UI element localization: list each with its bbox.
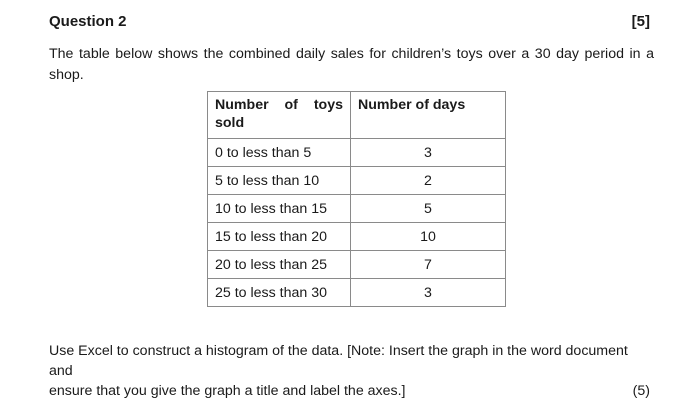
header-line-1 — [215, 96, 343, 114]
header-number-of-toys — [208, 92, 351, 139]
header-line-2: sold — [215, 115, 245, 131]
header-word: toys — [313, 97, 343, 113]
question-title: Question 2 — [49, 13, 127, 30]
sales-table — [207, 91, 506, 307]
days-count-cell: 5 — [351, 195, 506, 223]
table-header-row — [208, 92, 506, 139]
days-count-cell: 3 — [351, 279, 506, 307]
table-row — [208, 167, 506, 195]
table-row — [208, 139, 506, 167]
class-interval-cell: 10 to less than 15 — [208, 195, 351, 223]
class-interval-cell: 5 to less than 10 — [208, 167, 351, 195]
table-row — [208, 251, 506, 279]
table-row — [208, 279, 506, 307]
instruction-line-2: ensure that you give the graph a title and label the axes.] — [49, 383, 406, 399]
days-count-cell: 7 — [351, 251, 506, 279]
header-word: Number — [215, 97, 269, 113]
days-count-cell: 3 — [351, 139, 506, 167]
intro-text: The table below shows the combined daily sales for children’s toys over a 30 day period in a shop. — [49, 46, 654, 83]
class-interval-cell: 20 to less than 25 — [208, 251, 351, 279]
instruction-line-2-wrap — [49, 381, 650, 401]
table-row — [208, 223, 506, 251]
question-marks: [5] — [631, 13, 650, 30]
class-interval-cell: 25 to less than 30 — [208, 279, 351, 307]
days-count-cell: 2 — [351, 167, 506, 195]
instruction-text — [49, 341, 650, 401]
header-number-of-days: Number of days — [351, 92, 506, 139]
instruction-marks: (5) — [632, 383, 650, 399]
table-row — [208, 195, 506, 223]
days-count-cell: 10 — [351, 223, 506, 251]
class-interval-cell: 0 to less than 5 — [208, 139, 351, 167]
class-interval-cell: 15 to less than 20 — [208, 223, 351, 251]
instruction-line-1: Use Excel to construct a histogram of the data. [Note: Insert the graph in the word document and — [49, 343, 628, 379]
header-word: of — [284, 97, 298, 113]
